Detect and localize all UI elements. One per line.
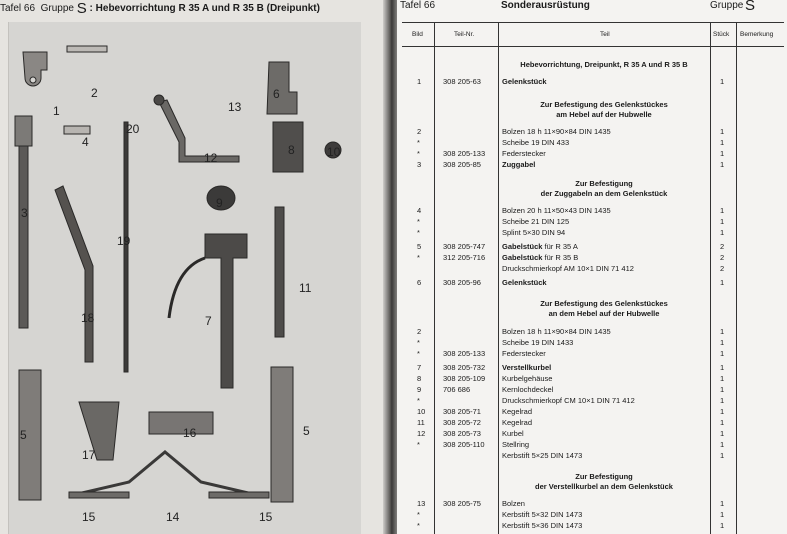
cell-teil: Kegelrad bbox=[502, 418, 533, 427]
table-row bbox=[402, 327, 784, 337]
table-row bbox=[402, 374, 784, 384]
cell-bild: * bbox=[417, 440, 420, 449]
part-6-fitting bbox=[267, 62, 297, 114]
cell-bild: 5 bbox=[417, 242, 422, 251]
cell-bild: 2 bbox=[417, 327, 422, 336]
part-4-bolt bbox=[64, 126, 90, 134]
cell-teil: Bolzen bbox=[502, 499, 525, 508]
cell-stueck: 1 bbox=[720, 327, 725, 336]
part-15-left-bolt bbox=[69, 492, 129, 498]
cell-teil: Federstecker bbox=[502, 149, 546, 158]
table-row bbox=[402, 440, 784, 450]
right-gruppe-letter: S bbox=[745, 0, 756, 14]
cell-teil: Kernlochdeckel bbox=[502, 385, 554, 394]
photo-label-2: 2 bbox=[91, 86, 98, 100]
table-row bbox=[402, 264, 784, 274]
right-tafel: Tafel 66 bbox=[400, 0, 436, 11]
part-12-knob bbox=[154, 95, 164, 105]
left-gruppe-letter: S bbox=[76, 0, 87, 17]
cell-stueck: 1 bbox=[720, 217, 725, 226]
part-11-gear-shaft bbox=[275, 207, 284, 337]
cell-stueck: 1 bbox=[720, 127, 725, 136]
part-5-right-tube bbox=[271, 367, 293, 502]
left-page-header bbox=[0, 0, 320, 17]
photo-label-7: 7 bbox=[205, 314, 212, 328]
photo-label-17: 17 bbox=[82, 448, 96, 462]
cell-teil: Gelenkstück bbox=[502, 77, 547, 86]
cell-teil: Scheibe 19 DIN 433 bbox=[502, 138, 570, 147]
section-heading: Zur Befestigung des Gelenkstückes bbox=[540, 299, 668, 308]
cell-bild: 7 bbox=[417, 363, 422, 372]
parts-table bbox=[402, 22, 784, 534]
cell-teilnr: 312 205-716 bbox=[443, 253, 486, 262]
cell-teil: Splint 5×30 DIN 94 bbox=[502, 228, 566, 237]
photo-label-5: 5 bbox=[20, 428, 27, 442]
cell-bild: * bbox=[417, 521, 420, 530]
cell-teil: Kegelrad bbox=[502, 407, 533, 416]
cell-teilnr: 308 205-732 bbox=[443, 363, 486, 372]
cell-bild: * bbox=[417, 396, 420, 405]
section-heading: der Zuggabeln an dem Gelenkstück bbox=[540, 189, 668, 198]
table-row bbox=[402, 396, 784, 406]
photo-label-9: 9 bbox=[216, 196, 223, 210]
cell-teil: Druckschmierkopf AM 10×1 DIN 71 412 bbox=[502, 264, 634, 273]
cell-stueck: 1 bbox=[720, 385, 725, 394]
cell-bild: * bbox=[417, 228, 420, 237]
left-page bbox=[0, 0, 385, 534]
cell-teil: Druckschmierkopf CM 10×1 DIN 71 412 bbox=[502, 396, 635, 405]
table-row bbox=[402, 242, 784, 252]
part-7-handle bbox=[169, 258, 205, 318]
cell-stueck: 1 bbox=[720, 510, 725, 519]
table-row bbox=[402, 338, 784, 348]
table-row bbox=[402, 138, 784, 148]
table-row bbox=[402, 217, 784, 227]
cell-bild: * bbox=[417, 349, 420, 358]
parts-photo bbox=[8, 22, 361, 534]
cell-stueck: 1 bbox=[720, 374, 725, 383]
photo-label-15: 15 bbox=[82, 510, 96, 524]
cell-teil: Bolzen 18 h 11×90×84 DIN 1435 bbox=[502, 127, 611, 136]
photo-label-19: 19 bbox=[117, 234, 131, 248]
right-title: Sonderausrüstung bbox=[501, 0, 590, 11]
cell-stueck: 1 bbox=[720, 278, 725, 287]
photo-label-6: 6 bbox=[273, 87, 280, 101]
cell-teil: Bolzen 18 h 11×90×84 DIN 1435 bbox=[502, 327, 611, 336]
parts-illustration bbox=[9, 22, 362, 534]
cell-teil: Gabelstück für R 35 A bbox=[502, 242, 578, 251]
cell-teilnr: 706 686 bbox=[443, 385, 471, 394]
part-15-right-bolt bbox=[209, 492, 269, 498]
cell-teilnr: 308 205-75 bbox=[443, 499, 481, 508]
table-row bbox=[402, 510, 784, 520]
cell-teilnr: 308 205-72 bbox=[443, 418, 481, 427]
cell-teilnr: 308 205-747 bbox=[443, 242, 486, 251]
photo-label-13: 13 bbox=[228, 100, 242, 114]
cell-teil-suffix: für R 35 A bbox=[542, 242, 578, 251]
cell-teilnr: 308 205-71 bbox=[443, 407, 481, 416]
part-12-crank bbox=[159, 100, 242, 162]
part-7-crank-assembly bbox=[205, 234, 247, 388]
table-row bbox=[402, 278, 784, 288]
cell-teil: Kurbelgehäuse bbox=[502, 374, 553, 383]
section-heading: Hebevorrichtung, Dreipunkt, R 35 A und R 35 B bbox=[520, 60, 688, 69]
cell-teil: Stellring bbox=[502, 440, 530, 449]
table-row bbox=[402, 385, 784, 395]
cell-stueck: 1 bbox=[720, 407, 725, 416]
cell-teilnr: 308 205-133 bbox=[443, 349, 486, 358]
photo-label-8: 8 bbox=[288, 143, 295, 157]
cell-teil-suffix: für R 35 B bbox=[542, 253, 579, 262]
table-row bbox=[402, 253, 784, 263]
cell-stueck: 1 bbox=[720, 206, 725, 215]
cell-bild: * bbox=[417, 253, 420, 262]
part-1-hole bbox=[30, 77, 36, 83]
table-row bbox=[402, 77, 784, 87]
cell-bild: 8 bbox=[417, 374, 422, 383]
photo-label-12: 12 bbox=[204, 151, 218, 165]
photo-label-5: 5 bbox=[303, 424, 310, 438]
table-row bbox=[402, 363, 784, 373]
photo-label-1: 1 bbox=[53, 104, 60, 118]
cell-stueck: 1 bbox=[720, 228, 725, 237]
cell-bild: 3 bbox=[417, 160, 422, 169]
col-bemerkung: Bemerkung bbox=[740, 31, 774, 38]
section-heading: der Verstellkurbel an dem Gelenkstück bbox=[535, 482, 673, 491]
section-heading: Zur Befestigung bbox=[575, 472, 633, 481]
left-colon: : bbox=[89, 3, 93, 14]
section-heading: am Hebel auf der Hubwelle bbox=[556, 110, 652, 119]
cell-stueck: 1 bbox=[720, 418, 725, 427]
cell-teilnr: 308 205-133 bbox=[443, 149, 486, 158]
col-stueck: Stück bbox=[713, 31, 730, 38]
section-heading: Zur Befestigung bbox=[575, 179, 633, 188]
cell-bild: * bbox=[417, 138, 420, 147]
cell-teil: Gelenkstück bbox=[502, 278, 547, 287]
table-row bbox=[402, 228, 784, 238]
section-heading: an dem Hebel auf der Hubwelle bbox=[548, 309, 660, 318]
col-teil: Teil bbox=[600, 31, 610, 38]
cell-teil: Scheibe 19 DIN 1433 bbox=[502, 338, 574, 347]
cell-stueck: 1 bbox=[720, 521, 725, 530]
cell-bild: 9 bbox=[417, 385, 422, 394]
table-row bbox=[402, 127, 784, 137]
cell-stueck: 1 bbox=[720, 440, 725, 449]
cell-teil: Kerbstift 5×36 DIN 1473 bbox=[502, 521, 583, 530]
table-row bbox=[402, 521, 784, 531]
photo-label-20: 20 bbox=[126, 122, 140, 136]
cell-stueck: 1 bbox=[720, 349, 725, 358]
cell-stueck: 1 bbox=[720, 77, 725, 86]
photo-label-10: 10 bbox=[327, 145, 341, 159]
photo-label-15: 15 bbox=[259, 510, 273, 524]
cell-bild: 2 bbox=[417, 127, 422, 136]
cell-bild: 11 bbox=[417, 418, 425, 427]
cell-stueck: 1 bbox=[720, 160, 725, 169]
cell-teil: Kerbstift 5×32 DIN 1473 bbox=[502, 510, 583, 519]
left-tafel: Tafel 66 bbox=[0, 3, 36, 14]
photo-label-11: 11 bbox=[299, 281, 312, 295]
left-gruppe-word: Gruppe bbox=[40, 3, 74, 14]
cell-teil: Verstellkurbel bbox=[502, 363, 552, 372]
photo-label-3: 3 bbox=[21, 206, 28, 220]
table-row bbox=[402, 429, 784, 439]
photo-label-14: 14 bbox=[166, 510, 180, 524]
right-page bbox=[397, 0, 787, 534]
table-row bbox=[402, 160, 784, 170]
cell-bild: * bbox=[417, 217, 420, 226]
cell-teil: Scheibe 21 DIN 125 bbox=[502, 217, 570, 226]
cell-teil: Kerbstift 5×25 DIN 1473 bbox=[502, 451, 583, 460]
cell-stueck: 1 bbox=[720, 363, 725, 372]
cell-stueck: 1 bbox=[720, 499, 725, 508]
cell-stueck: 2 bbox=[720, 264, 725, 273]
cell-bild: * bbox=[417, 338, 420, 347]
cell-bild: 6 bbox=[417, 278, 422, 287]
table-row bbox=[402, 407, 784, 417]
table-row bbox=[402, 349, 784, 359]
cell-teilnr: 308 205-85 bbox=[443, 160, 481, 169]
table-header bbox=[402, 23, 784, 47]
part-3-rod bbox=[19, 118, 28, 328]
table-row bbox=[402, 206, 784, 216]
cell-stueck: 1 bbox=[720, 451, 725, 460]
cell-teilnr: 308 205-109 bbox=[443, 374, 486, 383]
cell-teil: Gabelstück für R 35 B bbox=[502, 253, 579, 262]
cell-stueck: 1 bbox=[720, 429, 725, 438]
cell-bild: * bbox=[417, 510, 420, 519]
photo-label-16: 16 bbox=[183, 426, 197, 440]
part-16-plate bbox=[149, 412, 213, 434]
cell-stueck: 1 bbox=[720, 138, 725, 147]
cell-bild: 1 bbox=[417, 77, 422, 86]
right-gruppe-word: Gruppe bbox=[710, 0, 744, 11]
cell-stueck: 1 bbox=[720, 149, 725, 158]
left-title: Hebevorrichtung R 35 A und R 35 B (Dreipunkt) bbox=[95, 3, 320, 14]
part-18-bar bbox=[55, 186, 93, 362]
cell-bild: 12 bbox=[417, 429, 426, 438]
cell-teil: Bolzen 20 h 11×50×43 DIN 1435 bbox=[502, 206, 611, 215]
part-2-pin bbox=[67, 46, 107, 52]
part-3-fork bbox=[15, 116, 32, 146]
section-heading: Zur Befestigung des Gelenkstückes bbox=[540, 100, 668, 109]
cell-teilnr: 308 205-63 bbox=[443, 77, 481, 86]
table-row bbox=[402, 418, 784, 428]
col-teilnr: Teil-Nr. bbox=[454, 31, 475, 38]
cell-bild: * bbox=[417, 149, 420, 158]
table-row bbox=[402, 499, 784, 509]
cell-stueck: 1 bbox=[720, 396, 725, 405]
cell-stueck: 2 bbox=[720, 253, 725, 262]
table-row bbox=[402, 451, 784, 461]
cell-teil: Zuggabel bbox=[502, 160, 536, 169]
cell-teilnr: 308 205-96 bbox=[443, 278, 481, 287]
cell-bild: 10 bbox=[417, 407, 426, 416]
cell-teil: Kurbel bbox=[502, 429, 524, 438]
cell-stueck: 2 bbox=[720, 242, 725, 251]
photo-label-4: 4 bbox=[82, 135, 89, 149]
table-row bbox=[402, 149, 784, 159]
cell-teil: Federstecker bbox=[502, 349, 546, 358]
cell-bild: 4 bbox=[417, 206, 422, 215]
cell-teilnr: 308 205-73 bbox=[443, 429, 481, 438]
cell-bild: 13 bbox=[417, 499, 426, 508]
col-bild: Bild bbox=[412, 31, 423, 38]
cell-teilnr: 308 205-110 bbox=[443, 440, 485, 449]
photo-label-18: 18 bbox=[81, 311, 95, 325]
cell-stueck: 1 bbox=[720, 338, 725, 347]
